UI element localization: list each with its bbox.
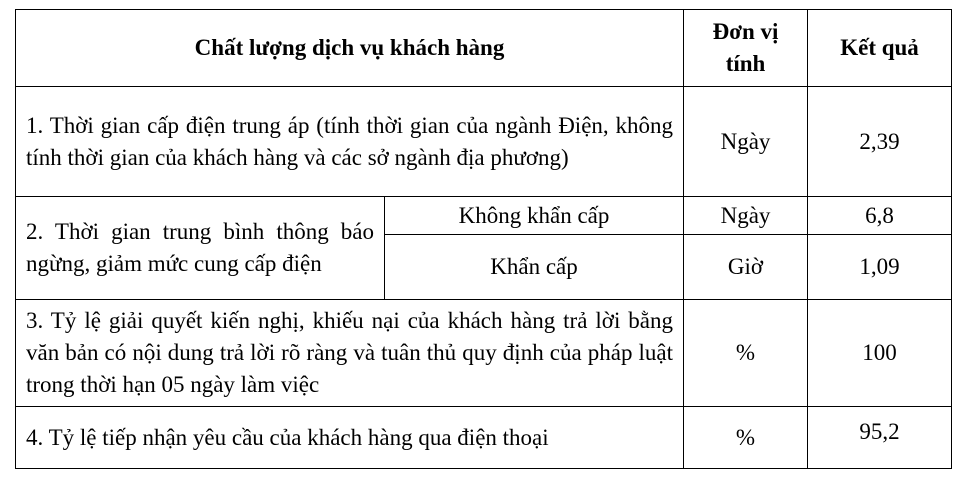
- row-2-sub-1-value: 6,8: [808, 197, 952, 235]
- table-row: [16, 87, 952, 197]
- header-unit: Đơn vị tính: [684, 10, 808, 87]
- row-2-sub-2-value: 1,09: [808, 235, 952, 300]
- row-2-sub-1-unit: Ngày: [684, 197, 808, 235]
- header-result: Kết quả: [808, 10, 952, 87]
- header-row: [16, 10, 952, 87]
- row-4-value: 95,2: [808, 407, 952, 469]
- row-2-label: 2. Thời gian trung bình thông báo ngừng, giảm mức cung cấp điện: [16, 197, 385, 300]
- table-row: [16, 197, 952, 235]
- row-2-sub-2-unit: Giờ: [684, 235, 808, 300]
- row-3-unit: %: [684, 300, 808, 407]
- table-row: [16, 407, 952, 469]
- row-4-unit: %: [684, 407, 808, 469]
- row-3-label: 3. Tỷ lệ giải quyết kiến nghị, khiếu nại của khách hàng trả lời bằng văn bản có nội dung trả lời rõ ràng và tuân thủ quy định của pháp luật trong thời hạn 05 ngày làm việc: [16, 300, 684, 407]
- row-1-label: 1. Thời gian cấp điện trung áp (tính thời gian của ngành Điện, không tính thời gian của khách hàng và các sở ngành địa phương): [16, 87, 684, 197]
- header-criteria: Chất lượng dịch vụ khách hàng: [16, 10, 684, 87]
- row-1-value: 2,39: [808, 87, 952, 197]
- row-4-label: 4. Tỷ lệ tiếp nhận yêu cầu của khách hàng qua điện thoại: [16, 407, 684, 469]
- row-3-value: 100: [808, 300, 952, 407]
- service-quality-table: [15, 9, 952, 469]
- row-2-sub-2-label: Khẩn cấp: [385, 235, 684, 300]
- table-row: [16, 300, 952, 407]
- row-2-sub-1-label: Không khẩn cấp: [385, 197, 684, 235]
- row-1-unit: Ngày: [684, 87, 808, 197]
